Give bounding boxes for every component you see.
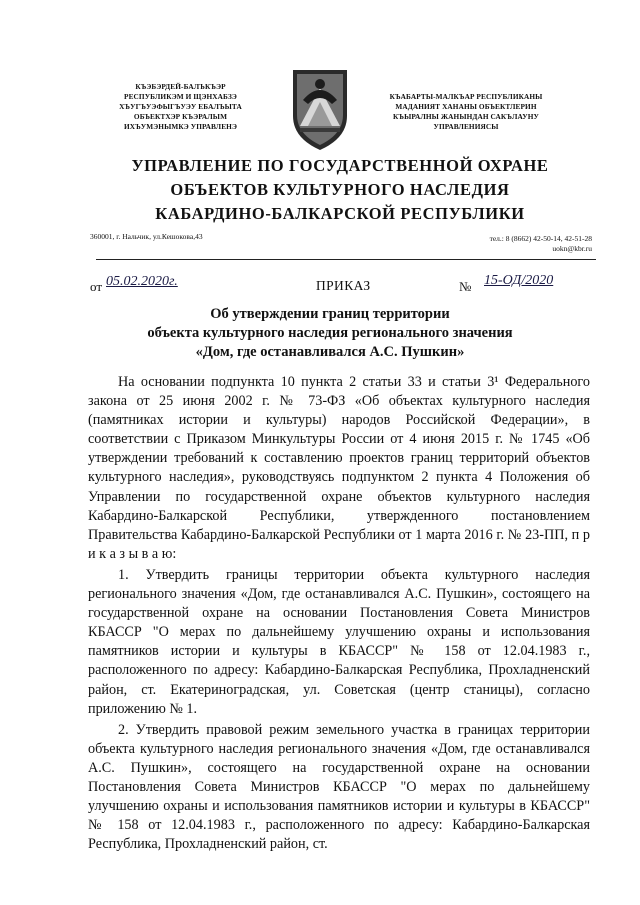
org-line: КЪАБАРТЫ-МАЛКЪАР РЕСПУБЛИКАНЫ <box>389 92 543 101</box>
preamble-paragraph: На основании подпункта 10 пункта 2 статьи 33 и статьи 3¹ Федерального закона от 25 июня 2002 г. № 73-ФЗ «Об объектах культурного наследия (памятниках истории и культуры) народов Российской Федерации», в соответствии с Приказом Минкультуры России от 4 июня 2015 г. № 1745 «Об утверждении требований к составлению проектов границ территорий объектов культурного наследия», руководствуясь подпунктом 2 пункта 4 Положения об Управлении по государственной охране объектов культурного наследия Кабардино-Балкарской Республики, утвержденного постановлением Правительства Кабардино-Балкарской Республики от 1 марта 2016 г. № 23-ПП, п р и к а з ы в а ю: <box>88 374 590 562</box>
order-date-handwritten: 05.02.2020г. <box>106 274 178 289</box>
agency-line: УПРАВЛЕНИЕ ПО ГОСУДАРСТВЕННОЙ ОХРАНЕ <box>131 156 549 175</box>
org-line: КЪЫРАЛНЫ ЖАНЫНДАН САКЪЛАУНУ <box>393 112 539 121</box>
order-number-label: № <box>459 279 472 294</box>
postal-address: 360001, г. Нальчик, ул.Кешокова,43 <box>90 232 203 241</box>
org-line: УПРАВЛЕНИЯСЫ <box>433 122 499 131</box>
agency-line: КАБАРДИНО-БАЛКАРСКОЙ РЕСПУБЛИКИ <box>155 204 525 223</box>
clause-2-paragraph: 2. Утвердить правовой режим земельного участка в границах территории объекта культурного наследия регионального значения «Дом, где останавливался А.С. Пушкин», состоящего на государственной охране на основании Постановления Совета Министров КБАССР "О мерах по дальнейшему улучшению охраны и использования памятников истории и культуры в КБАССР" № 158 от 12.04.1983 г., расположенного по адресу: Кабардино-Балкарская Республика, Прохладненский район, ст. <box>88 721 590 853</box>
org-line: МАДАНИЯТ ХАНАНЫ ОБЪЕКТЛЕРИН <box>395 102 537 111</box>
header-divider <box>96 259 596 260</box>
org-line: ИХЪУМЭНЫМКЭ УПРАВЛЕНЭ <box>123 122 238 131</box>
order-number-handwritten: 15-ОД/2020 <box>484 273 554 288</box>
org-line: РЕСПУБЛИКЭМ И ЩЭНХАБЗЭ <box>124 92 237 101</box>
agency-line: ОБЪЕКТОВ КУЛЬТУРНОГО НАСЛЕДИЯ <box>170 180 510 199</box>
org-line: ХЪУГЪУЭФЫГЪУЭУ ЕБАЛЪЫТА <box>119 102 242 111</box>
title-line: «Дом, где останавливался А.С. Пушкин» <box>195 344 465 360</box>
phone-numbers: тел.: 8 (8662) 42-50-14, 42-51-28 <box>489 234 592 243</box>
title-line: объекта культурного наследия регионального значения <box>147 325 513 341</box>
coat-of-arms-emblem <box>290 66 350 152</box>
org-name-balkar <box>372 92 560 132</box>
order-body <box>88 373 590 856</box>
email-address: uokn@kbr.ru <box>552 244 592 253</box>
clause-1-paragraph: 1. Утвердить границы территории объекта культурного наследия регионального значения «Дом, где останавливался А.С. Пушкин», состоящего на государственной охране на основании Постановления Совета Министров КБАССР "О мерах по дальнейшему улучшению охраны и использования памятников истории и культуры в КБАССР" № 158 от 12.04.1983 г., расположенного по адресу: Кабардино-Балкарская Республика, Прохладненский район, ст. Екатериноградская, ул. Советская (центр станицы), согласно приложению № 1. <box>88 566 590 717</box>
org-name-kabardian <box>88 82 273 132</box>
agency-name <box>80 154 600 226</box>
title-line: Об утверждении границ территории <box>210 306 450 322</box>
order-title <box>100 305 560 362</box>
contact-info <box>456 234 592 254</box>
order-date-label: от <box>90 279 103 294</box>
org-line: КЪЭБЭРДЕЙ-БАЛЪКЪЭР <box>135 82 226 91</box>
order-heading: ПРИКАЗ <box>316 278 371 293</box>
org-line: ОБЪЕКТХЭР КЪЭРАЛЫМ <box>133 112 228 121</box>
